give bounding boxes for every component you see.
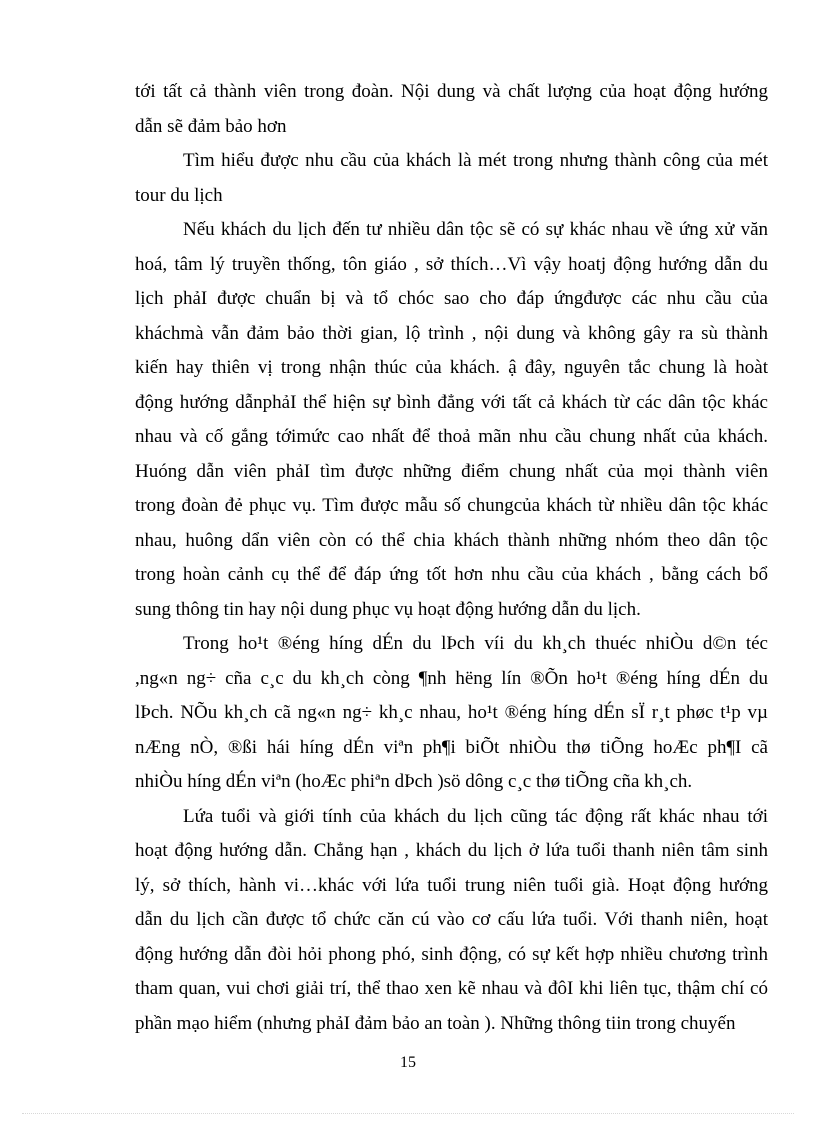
text-line: lÞch. NÕu kh¸ch cã ng«n ng÷ kh¸c nhau, ho¹t ®éng híng dÉn sÏ r¸t phøc t¹p vµ: [135, 702, 768, 723]
paragraph: [135, 800, 768, 1042]
text-line: tham quan, vui chơi giải trí, thể thao xen kẽ nhau và đôI khi liên tục, thậm chí có: [135, 978, 768, 999]
text-line: động hướng dẫnphảI thể hiện sự bình đẳng với tất cả khách từ các dân tộc khác: [135, 391, 768, 413]
text-line: Trong ho¹t ®éng híng dÉn du lÞch víi du kh¸ch thuéc nhiÒu d©n téc: [183, 633, 768, 654]
text-line: lý, sở thích, hành vi…khác với lứa tuổi trung niên tuổi già. Hoạt động hướng: [135, 874, 768, 896]
text-line: sung thông tin hay nội dung phục vụ hoạt động hướng dẫn du lịch.: [135, 598, 641, 620]
paragraph: [135, 144, 768, 213]
text-line: nhiÒu híng dÉn viªn (hoÆc phiªn dÞch )sö dông c¸c thø tiÕng cña kh¸ch.: [135, 771, 693, 792]
text-line: nhau và cố gắng tớimức cao nhất để thoả mãn nhu cầu chung nhất của khách.: [135, 426, 768, 447]
text-line: Lứa tuổi và giới tính của khách du lịch cũng tác động rất khác nhau tới: [183, 805, 768, 827]
text-line: lịch phảI được chuẩn bị và tổ chóc sao cho đáp ứngđược các nhu cầu của: [135, 288, 768, 309]
text-line: tour du lịch: [135, 184, 223, 206]
text-line: nÆng nÒ, ®ßi hái híng dÉn viªn ph¶i biÕt nhiÒu thø tiÕng hoÆc ph¶I cã: [135, 736, 768, 758]
paragraph: [135, 213, 768, 627]
page-bottom-border: [22, 1113, 794, 1114]
paragraph: [135, 75, 768, 144]
text-line: nhau, huông dẩn viên còn có thể chia khách thành những nhóm theo dân tộc: [135, 529, 768, 551]
text-line: kiến hay thiên vị trong nhận thúc của khách. ậ đây, nguyên tắc chung là hoàt: [135, 357, 768, 378]
page-number: 15: [400, 1054, 416, 1071]
text-line: ,ng«n ng÷ cña c¸c du kh¸ch còng ¶nh hëng lín ®Õn ho¹t ®éng híng dÉn du: [135, 667, 768, 689]
text-line: Tìm hiểu được nhu cầu của khách là mét trong nhưng thành công của mét: [183, 150, 768, 171]
text-line: hoá, tâm lý truyền thống, tôn giáo , sở thích…Vì vậy hoatj động hướng dẫn du: [135, 253, 768, 275]
text-line: hoạt động hướng dẫn. Chẳng hạn , khách du lịch ở lứa tuổi thanh niên tâm sinh: [135, 840, 768, 861]
text-line: dẫn sẽ đảm bảo hơn: [135, 115, 287, 137]
text-line: trong đoàn đẻ phục vụ. Tìm được mẫu số chungcủa khách từ nhiều dân tộc khác: [135, 495, 768, 516]
text-line: kháchmà vẫn đảm bảo thời gian, lộ trình , nội dung và không gây ra sù thành: [135, 322, 768, 344]
text-line: trong hoàn cảnh cụ thể để đáp ứng tốt hơn nhu cầu của khách , bằng cách bổ: [135, 564, 768, 585]
body-text: [135, 75, 768, 1041]
text-line: dẫn du lịch cần được tổ chức căn cú vào cơ cấu lứa tuổi. Với thanh niên, hoạt: [135, 909, 768, 930]
text-line: tới tất cả thành viên trong đoàn. Nội dung và chất lượng của hoạt động hướng: [135, 81, 768, 102]
text-line: phần mạo hiểm (nhưng phảI đảm bảo an toàn ). Những thông tiin trong chuyến: [135, 1012, 736, 1034]
text-line: động hướng dẫn đòi hỏi phong phó, sinh động, có sự kết hợp nhiều chương trình: [135, 943, 768, 965]
text-line: Huóng dẫn viên phảI tìm được những điểm chung nhất của mọi thành viên: [135, 460, 768, 482]
paragraph: [135, 627, 768, 800]
text-line: Nếu khách du lịch đến tư nhiều dân tộc sẽ có sự khác nhau về ứng xử văn: [183, 219, 768, 240]
